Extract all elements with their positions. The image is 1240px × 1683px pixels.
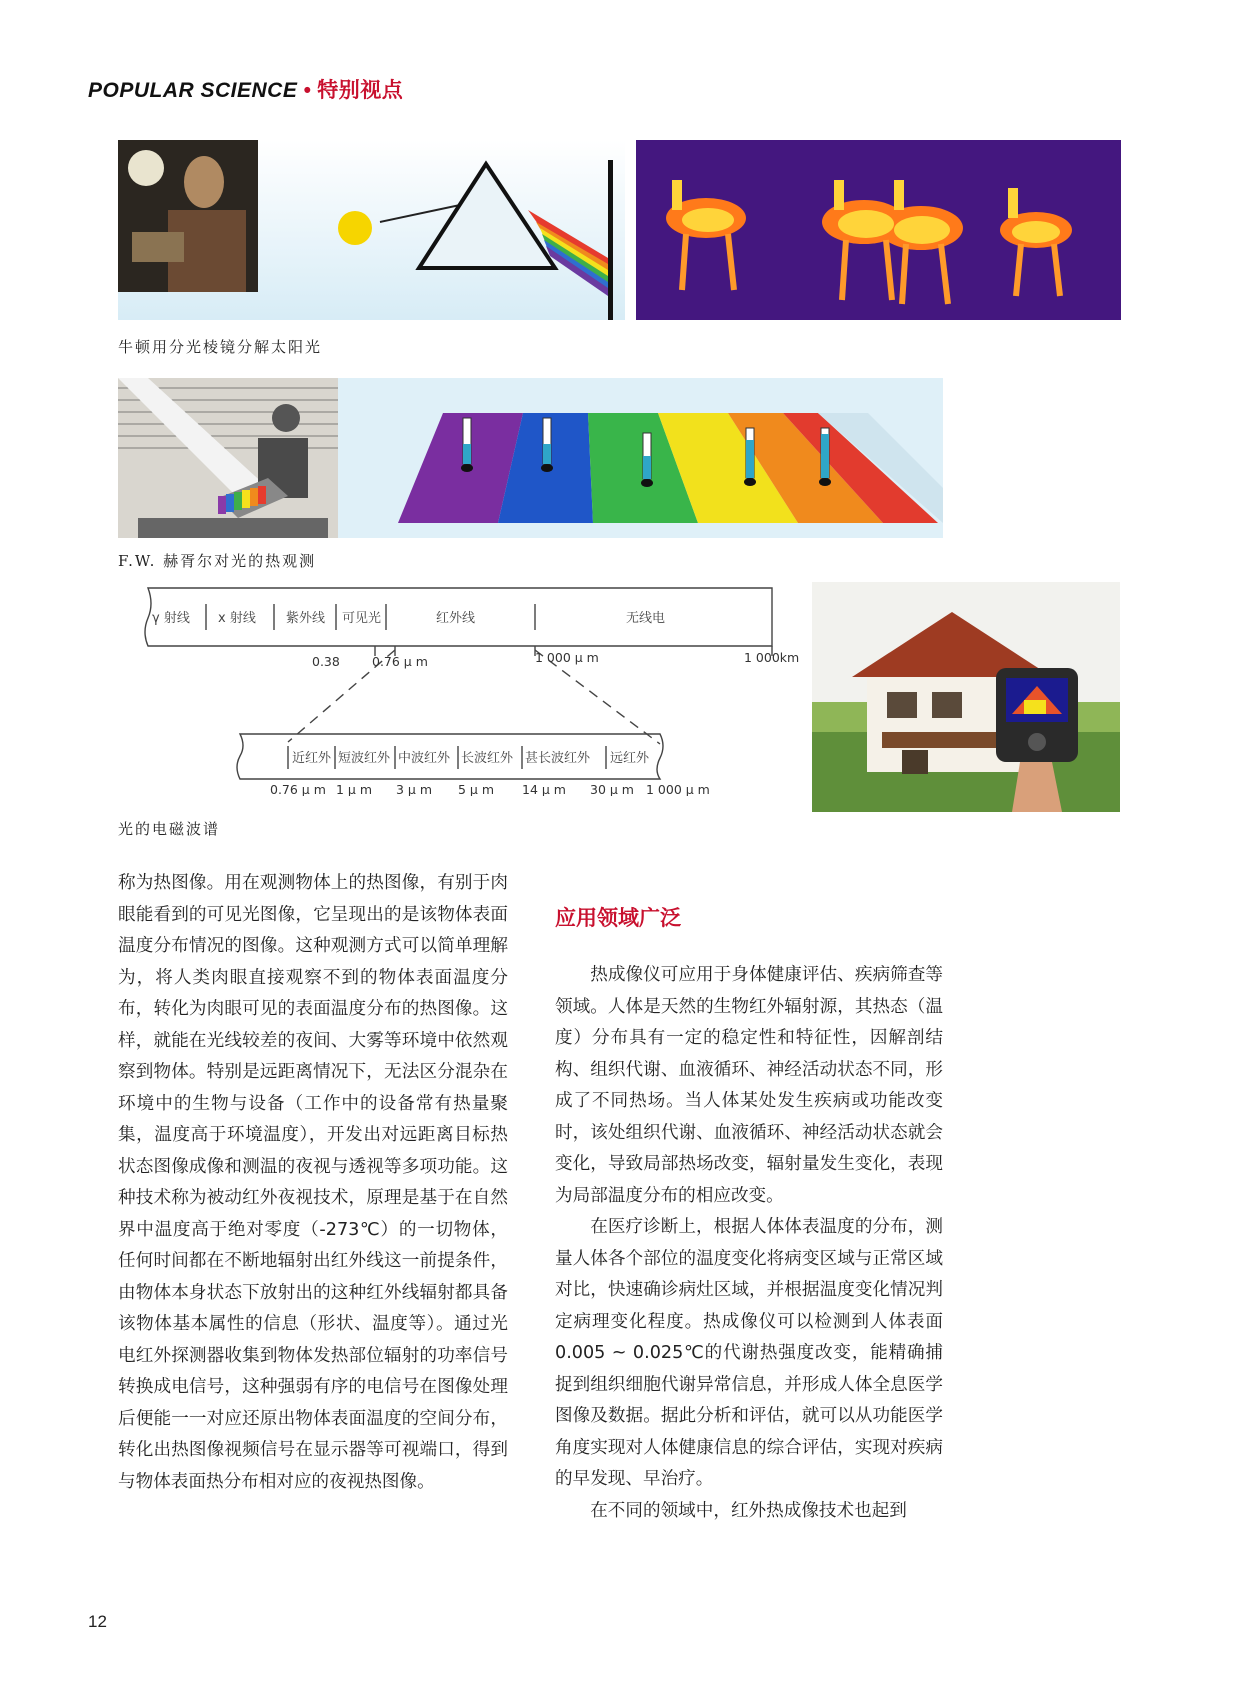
ir-tick-1: 1 μ m xyxy=(336,782,373,796)
right-column xyxy=(555,960,943,1527)
ir-long: 长波红外 xyxy=(461,751,514,766)
band-visible: 可见光 xyxy=(342,611,382,626)
tick-038: 0.38 xyxy=(312,654,340,669)
herschel-engraving-image xyxy=(118,378,338,538)
left-column xyxy=(118,868,508,1498)
band-gamma: γ 射线 xyxy=(152,611,190,626)
page-number: 12 xyxy=(88,1612,107,1631)
tick-1000km: 1 000km xyxy=(744,650,800,665)
band-uv: 紫外线 xyxy=(286,611,326,626)
ir-near: 近红外 xyxy=(292,751,332,766)
magazine-brand: POPULAR SCIENCE xyxy=(88,79,298,102)
right-paragraph-2: 在医疗诊断上，根据人体体表温度的分布，测量人体各个部位的温度变化将病变区域与正常区域对比，快速确诊病灶区域，并根据温度变化情况判定病理变化程度。热成像仪可以检测到人体表面 0.005 ~ 0.025℃的代谢热强度改变，能精确捕捉到组织细胞代谢异常信息，并形成人体全息医学图像及数据。据此分析和评估，就可以从功能医学角度实现对人体健康信息的综合评估，实现对疾病的早发现、早治疗。 xyxy=(555,1217,943,1489)
ir-tick-1000: 1 000 μ m xyxy=(646,782,710,796)
header-dot: • xyxy=(303,79,312,102)
thermal-deer-image xyxy=(636,140,1121,320)
em-spectrum-diagram xyxy=(140,584,800,796)
right-paragraph-3: 在不同的领域中，红外热成像技术也起到 xyxy=(590,1500,907,1521)
running-header xyxy=(88,74,403,104)
newton-prism-image xyxy=(118,140,625,320)
caption-spectrum: 光的电磁波谱 xyxy=(118,820,221,838)
section-name: 特别视点 xyxy=(317,79,404,102)
section-title: 应用领域广泛 xyxy=(555,906,681,930)
ir-very-long: 甚长波红外 xyxy=(525,751,591,766)
left-paragraph: 称为热图像。用在观测物体上的热图像，有别于肉眼能看到的可见光图像，它呈现出的是该物体表面温度分布情况的图像。这种观测方式可以简单理解为，将人类肉眼直接观察不到的物体表面温度分布，转化为肉眼可见的表面温度分布的热图像。这样，就能在光线较差的夜间、大雾等环境中依然观察到物体。特别是远距离情况下，无法区分混杂在环境中的生物与设备（工作中的设备常有热量聚集，温度高于环境温度），开发出对远距离目标热状态图像成像和测温的夜视与透视等多项功能。这种技术称为被动红外夜视技术，原理是基于在自然界中温度高于绝对零度（-273℃）的一切物体，任何时间都在不断地辐射出红外线这一前提条件，由物体本身状态下放射出的这种红外线辐射都具备该物体基本属性的信息（形状、温度等）。通过光电红外探测器收集到物体发热部位辐射的功率信号转换成电信号，这种强弱有序的电信号在图像处理后便能一一对应还原出物体表面温度的空间分布，转化出热图像视频信号在显示器等可视端口，得到与物体表面热分布相对应的夜视热图像。 xyxy=(118,873,508,1492)
ir-tick-3: 3 μ m xyxy=(396,782,433,796)
sun-icon xyxy=(338,211,372,245)
ir-tick-076: 0.76 μ m xyxy=(270,782,326,796)
tick-1000um: 1 000 μ m xyxy=(535,650,599,665)
ir-mid: 中波红外 xyxy=(398,751,451,766)
caption-herschel: F.W. 赫胥尔对光的热观测 xyxy=(118,552,317,570)
band-xray: x 射线 xyxy=(218,611,256,626)
tick-076: 0.76 μ m xyxy=(372,654,428,669)
ir-tick-5: 5 μ m xyxy=(458,782,495,796)
ir-short: 短波红外 xyxy=(338,751,391,766)
ir-tick-14: 14 μ m xyxy=(522,782,566,796)
ir-tick-30: 30 μ m xyxy=(590,782,634,796)
right-paragraph-1: 热成像仪可应用于身体健康评估、疾病筛查等领域。人体是天然的生物红外辐射源，其热态（温度）分布具有一定的稳定性和特征性，因解剖结构、组织代谢、血液循环、神经活动状态不同，形成了不同热场。当人体某处发生疾病或功能改变时，该处组织代谢、血液循环、神经活动状态就会变化，导致局部热场改变，辐射量发生变化，表现为局部温度分布的相应改变。 xyxy=(555,965,943,1206)
thermal-camera-house-image xyxy=(812,582,1120,812)
band-radio: 无线电 xyxy=(626,611,666,626)
caption-newton: 牛顿用分光棱镜分解太阳光 xyxy=(118,338,323,356)
ir-far: 远红外 xyxy=(610,751,650,766)
herschel-spectrum-diagram xyxy=(338,378,943,538)
band-infrared: 红外线 xyxy=(436,611,476,626)
